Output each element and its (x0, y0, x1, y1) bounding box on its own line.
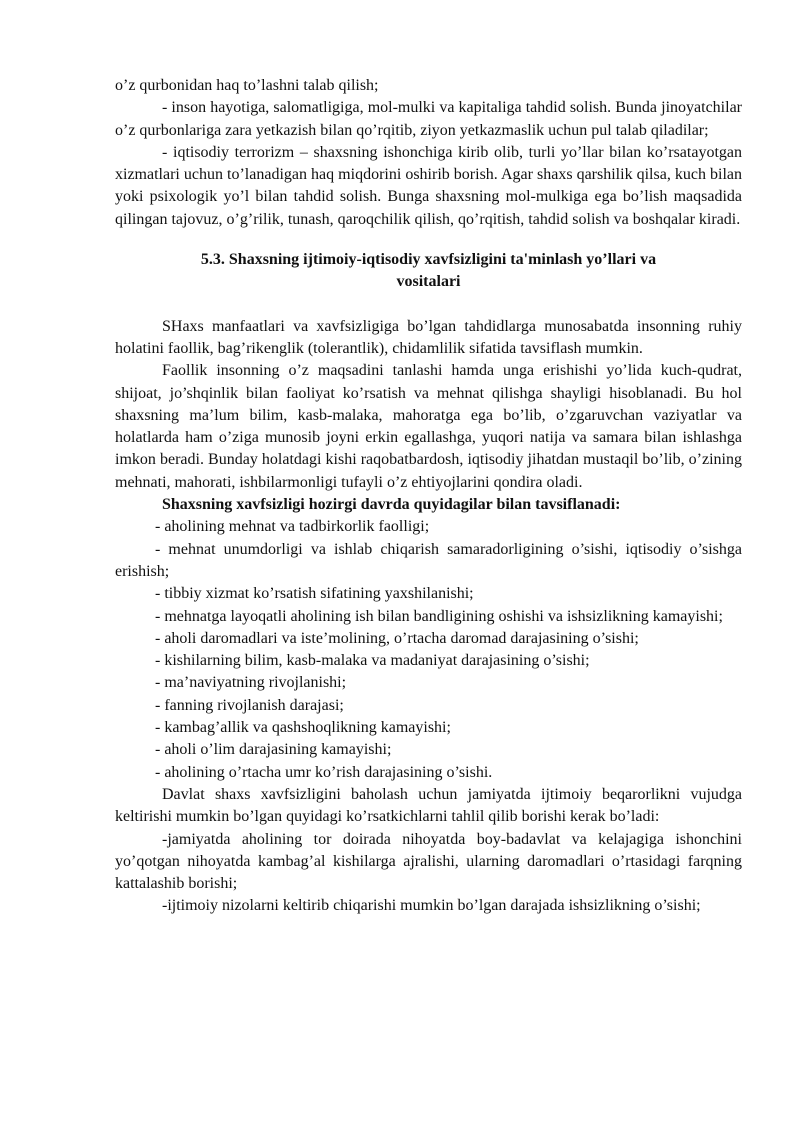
list-item: - tibbiy xizmat ko’rsatish sifatining yaxshilanishi; (155, 585, 474, 603)
list-item: - fanning rivojlanish darajasi; (155, 696, 344, 714)
paragraph-indicator-2: -ijtimoiy nizolarni keltirib chiqarishi mumkin bo’lgan darajada ishsizlikning o’sishi; (162, 897, 701, 915)
list-item: - aholi o’lim darajasining kamayishi; (155, 741, 392, 759)
paragraph-continuation: o’z qurbonidan haq to’lashni talab qilish; (115, 77, 379, 94)
list-item: - aholining mehnat va tadbirkorlik faolligi; (155, 518, 430, 536)
list-item: - mehnat unumdorligi va ishlab chiqarish samaradorligining o’sishi, iqtisodiy o’sishga erishish; (115, 540, 742, 580)
paragraph-indicator-1: -jamiyatda aholining tor doirada nihoyatda boy-badavlat va kelajagiga ishonchini yo’qotgan nihoyatda kambag’al kishilarga ajralishi, ularning daromadlari o’rtasidagi farqning kattalashib borishi; (115, 830, 742, 893)
section-heading (115, 249, 742, 294)
paragraph-davlat: Davlat shaxs xavfsizligini baholash uchun jamiyatda ijtimoiy beqarorlikni vujudga keltirishi mumkin bo’lgan quyidagi ko’rsatkichlarni tahlil qilib borishi kerak bo’ladi: (115, 785, 742, 826)
paragraph-threat-life: - inson hayotiga, salomatligiga, mol-mulki va kapitaliga tahdid solish. Bunda jinoyatchilar o’z qurbonlariga zara yetkazish bilan qo’rqitib, ziyon yetkazmaslik uchun pul talab qiladilar; (115, 99, 742, 139)
list-item: - ma’naviyatning rivojlanishi; (155, 674, 347, 692)
bold-subheading: Shaxsning xavfsizligi hozirgi davrda quyidagilar bilan tavsiflanadi: (162, 496, 621, 514)
list-item: - aholi daromadlari va iste’molining, o’rtacha daromad darajasining o’sishi; (155, 629, 639, 647)
paragraph-faollik: Faollik insonning o’z maqsadini tanlashi hamda unga erishishi yo’lida kuch-qudrat, shijoat, jo’shqinlik bilan faoliyat ko’rsatish va mehnat qilishga shayligi hisoblanadi. Bu hol shaxsning ma’lum bilim, kasb-malaka, mahoratga ega bo’lib, o’zgaruvchan vaziyatlar va holatlarda ham o’ziga munosib joyni erkin egallashga, yuqori natija va samara bilan ishlashga imkon beradi. Bunday holatdagi kishi raqobatbardosh, iqtisodiy jihatdan mustaqil bo’lib, o’zining mehnati, mahorati, ishbilarmonligi tufayli o’z ehtiyojlarini qondira oladi. (115, 362, 742, 491)
section-heading-line1: 5.3. Shaxsning ijtimoiy-iqtisodiy xavfsizligini ta'minlash yo’llari va (200, 251, 657, 269)
list-item: - kishilarning bilim, kasb-malaka va madaniyat darajasining o’sishi; (155, 652, 590, 670)
list-item: - kambag’allik va qashshoqlikning kamayishi; (155, 719, 451, 737)
list-item: - mehnatga layoqatli aholining ish bilan bandligining oshishi va ishsizlikning kamayishi; (155, 607, 723, 625)
section-heading-line2: vositalari (396, 273, 461, 291)
list-item: - aholining o’rtacha umr ko’rish darajasining o’sishi. (155, 763, 493, 781)
paragraph-intro: SHaxs manfaatlari va xavfsizligiga bo’lgan tahdidlarga munosabatda insonning ruhiy holatini faollik, bag’rikenglik (tolerantlik), chidamlilik sifatida tavsiflash mumkin. (115, 317, 742, 357)
paragraph-economic-terrorism: - iqtisodiy terrorizm – shaxsning ishonchiga kirib olib, turli yo’llar bilan ko’rsatayotgan xizmatlari uchun to’lanadigan haq miqdorini oshirib borish. Agar shaxs qarshilik qilsa, kuch bilan yoki psixologik yo’l bilan tahdid solish. Bunga shaxsning mol-mulkiga ega bo’lish maqsadida qilingan tajovuz, o’g’rilik, tunash, qaroqchilik qilish, qo’rqitish, tahdid solish va boshqalar kiradi. (115, 143, 742, 228)
